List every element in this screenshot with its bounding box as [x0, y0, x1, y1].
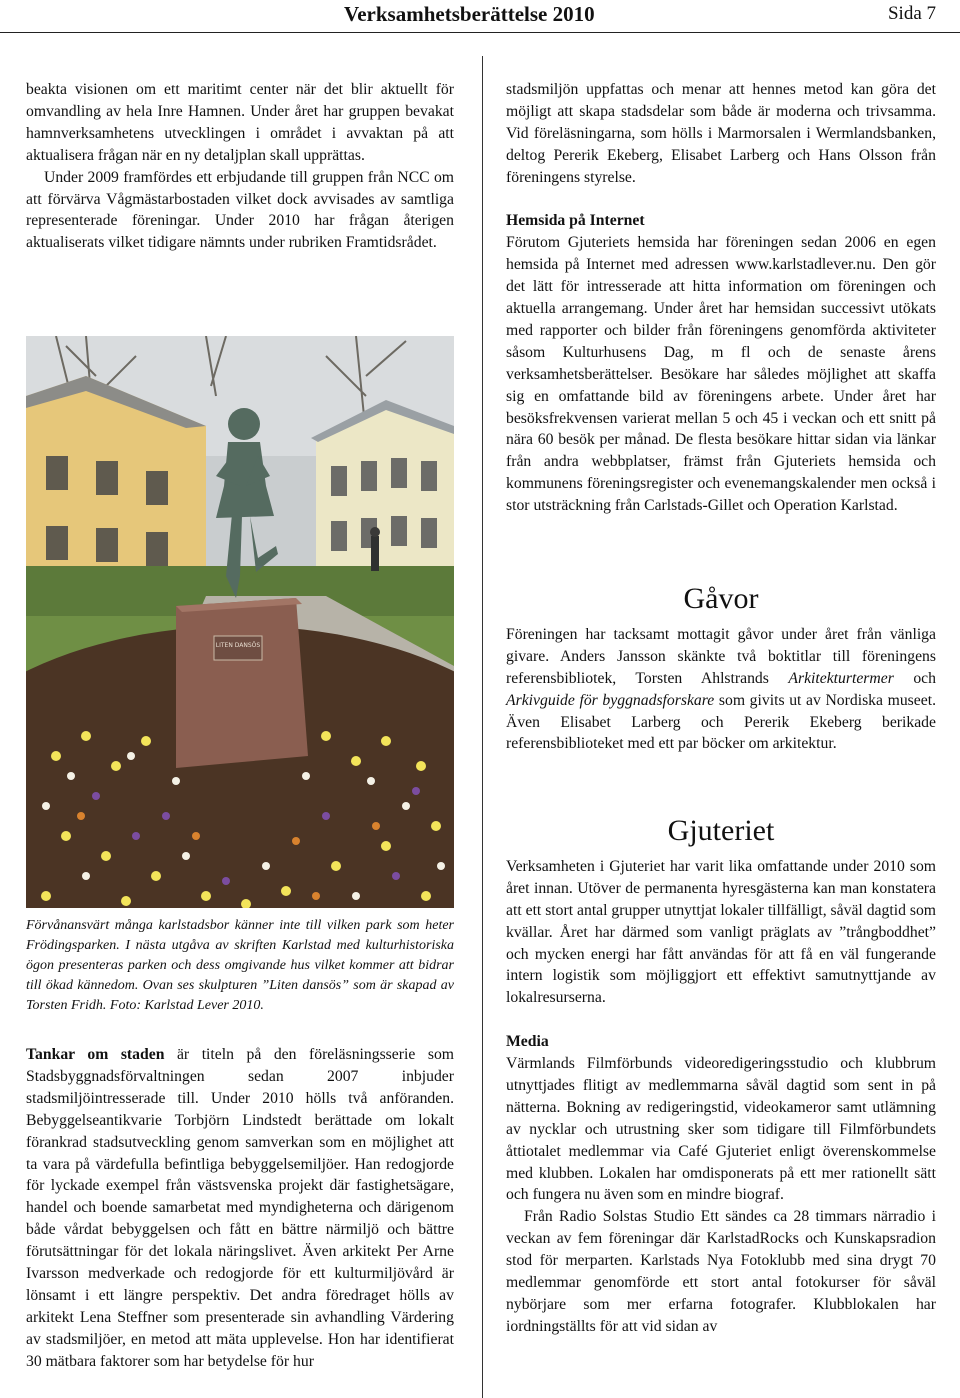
caption-text: Förvånansvärt många karlstadsbor känner inte till vilken park som heter Frödingsparken. I nästa utgåva av skriften Karlstad med kulturhistoriska ögon presenteras parken och dess omgivande hus vilket kommer att bidrar till ökad kännedom. Ovan ses skulpturen ”Liten dansös” som är skapad av Torsten Fridh. Foto: Karlstad Lever 2010.	[26, 918, 454, 1013]
heading-hemsida: Hemsida på Internet	[506, 212, 645, 230]
header-title: Verksamhetsberättelse 2010	[344, 2, 595, 26]
paragraph	[26, 1044, 454, 1373]
inline-heading: Tankar om staden	[26, 1046, 165, 1063]
section-gjuteriet	[506, 814, 936, 1338]
paragraph	[506, 624, 936, 755]
page-number: Sida 7	[887, 3, 936, 24]
column-divider	[482, 56, 483, 1398]
paragraph: Från Radio Solstas Studio Ett sändes ca 28 timmars närradio i veckan av fem föreningar där KarlstadRocks och Kunskapsradion stod för merparten. Karlstads Nya Fotoklubb med sina drygt 70 medlemmar genomförde ett stort antal fotokurser för såväl nybörjare som mer erfarna fotografer. Klubblokalen har iordningställts för att vid sidan av	[506, 1208, 936, 1335]
text: som givits ut av Nordiska museet. Även Elisabet Larberg och Pererik Ekeberg berikade referensbiblioteket med ett par böcker om arkitektur.	[506, 691, 936, 753]
photo-caption	[26, 916, 454, 1016]
paragraph: beakta visionen om ett maritimt center när det blir aktuellt för omvandling av hela Inre Hamnen. Under året har gruppen bevakat hamnverksamhetens utvecklingen i området i avvaktan på att aktualisera frågan när en ny detaljplan skall upprättas.	[26, 81, 454, 164]
left-column-top	[26, 79, 454, 254]
paragraph-text: är titeln på den föreläsningsserie som Stadsbyggnadsförvaltningen sedan 2007 inbjuder stadsmiljöintresserade till. Under 2010 hölls två anföranden. Bebyggelseantikvarie Torbjörn Lindstedt berättade om lokalt förankrad stadsutveckling genom samverkan som en möjlighet att ta vara på värdefulla befintliga bebyggelsemiljöer. Han redogjorde för lyckade exempel från västsvenska projekt där fastighetsägare, handel och boende samarbetat med myndigheterna och därigenom både vårdat bebyggelsen och fått en bättre närmiljö och bättre förutsättningar för det lokala näringslivet. Även arkitekt Per Arne Ivarsson medverkade och redogjorde för ett kulturmiljövård är lönsamt i ett längre perspektiv. Det andra föredraget hölls av arkitekt Lena Steffner som presenterade sin avhandling Värdering av stadsmiljöer, en metod att mäta upplevelse. Hon har identifierat 30 mätbara faktorer som har betydelse för hur	[26, 1046, 454, 1370]
text: Föreningen har tacksamt mottagit gåvor under året från vänliga givare. Anders Jansson skänkte två boktitlar till föreningens referensbibliotek, Torsten Ahlstrands	[506, 625, 936, 687]
paragraph: Verksamheten i Gjuteriet har varit lika omfattande under 2010 som året innan. Utöver de permanenta hyresgästerna kan man konstatera att ett stort antal grupper utnyttjat lokaler tillfälligt, såväl dagtid som kvällar. Året har därmed som vanligt präglats av ”trångboddhet” och mycken energi har fått användas för att få en väl fungerande intern logistik som möjliggjort ett effektivt samutnyttjande av lokalresurserna.	[506, 857, 936, 1007]
paragraph: stadsmiljön uppfattas och menar att hennes metod kan göra det möjligt att skapa stadsdelar som både är moderna och trivsamma. Vid föreläsningarna, som hölls i Marmorsalen i Wermlandsbanken, deltog Pererik Ekeberg, Elisabet Larberg och Hans Olsson från föreningens styrelse.	[506, 81, 936, 186]
paragraph: Förutom Gjuteriets hemsida har föreningen sedan 2006 en egen hemsida på Internet med adressen www.karlstadlever.nu. Den gör det lätt för intresserade att hitta information om föreningen och aktuella arrangemang. Under året har hemsidan successivt utökats med rapporter och bilder från föreningens genomförda aktiviteter såsom Kulturhusens Dag, m fl och de senaste årens verksamhetsberättelser. Besökare har således möjlighet att skaffa sig en omfattande bild av föreningens arbete. Under året har besöksfrekvensen varierat mellan 5 och 45 i veckan och ett snitt på nära 60 besök per månad. De flesta besökare hittar sidan via länkar från andra webbplatser, främst från Gjuteriets hemsida och kommunens föreningsregister och evenemangskalender men också i stor utsträckning från Carlstads-Gillet och Operation Karlstad.	[506, 234, 936, 515]
heading-media: Media	[506, 1033, 549, 1051]
section-title-gjuteriet: Gjuteriet	[667, 814, 775, 847]
left-column-bottom	[26, 1044, 454, 1373]
page-header	[0, 0, 960, 33]
paragraph: Under 2009 framfördes ett erbjudande till gruppen från NCC om att förvärva Vågmästarbostaden vilket dock avvisades av samtliga representerade föreningar. Under 2010 har frågan återigen aktualiserats vilket tidigare nämnts under rubriken Framtidsrådet.	[26, 168, 454, 252]
plaque-text: LITEN DANSÖS	[215, 642, 261, 649]
section-title-gavor: Gåvor	[683, 582, 759, 615]
sculpture-photo	[26, 336, 454, 908]
section-gavor	[506, 582, 936, 755]
book-title: Arkitekturtermer	[788, 669, 894, 687]
book-title: Arkivguide för byggnadsforskare	[506, 691, 715, 709]
paragraph: Värmlands Filmförbunds videoredigeringsstudio och klubbrum utnyttjades flitigt av medlemmarna såväl dagtid som sent in på nätterna. Bokning av redigeringstid, videokameror samt utlämning av nycklar och utrustning sker som tidigare till Filmförbundets åttiotalet medlemmar via Café Gjuteriet enligt överenskommelse med klubben. Lokalen har omdisponerats på ett mer rationellt sätt och fungera nu även som en mindre biograf.	[506, 1055, 936, 1204]
right-column-top	[506, 79, 936, 517]
text: och	[893, 669, 936, 687]
